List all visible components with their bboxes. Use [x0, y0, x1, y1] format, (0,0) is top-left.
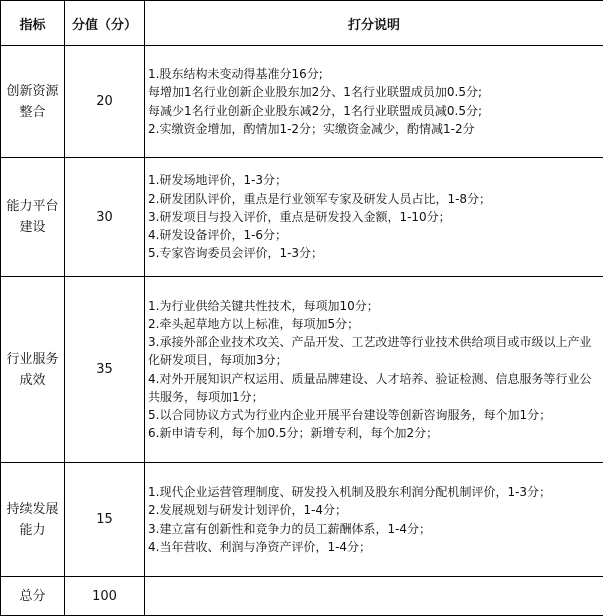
- description-line: 6.新申请专利，每个加0.5分；新增专利，每个加2分；: [148, 426, 439, 441]
- indicator-name-line: 能力平台: [6, 199, 59, 214]
- indicator-name-line: 持续发展: [6, 501, 59, 517]
- indicator-name-line: 行业服务: [6, 351, 59, 367]
- description-line: 3.建立富有创新性和竞争力的员工薪酬体系，1-4分；: [148, 521, 432, 536]
- description-line: 5.专家咨询委员会评价，1-3分；: [148, 246, 324, 261]
- description-line: 4.对外开展知识产权运用、质量品牌建设、人才培养、验证检测、信息服务等行业公共服务，每项加1分；: [148, 371, 592, 404]
- description-line: 5.以合同协议方式为行业内企业开展平台建设等创新咨询服务，每个加1分；: [148, 407, 552, 422]
- description-line: 4.当年营收、利润与净资产评价，1-4分；: [148, 539, 372, 554]
- total-row: [1, 577, 603, 616]
- header-description: 打分说明: [145, 1, 603, 46]
- description-line: 1.股东结构未变动得基准分16分;: [148, 67, 323, 82]
- description-cell: [145, 463, 603, 577]
- description-line: 1.为行业供给关键共性技术，每项加10分；: [148, 298, 379, 313]
- description-line: 2.研发团队评价，重点是行业领军专家及研发人员占比，1-8分；: [148, 191, 492, 206]
- description-line: 3.承接外部企业技术攻关、产品开发、工艺改进等行业技术供给项目或市级以上产业化研发项目，每项加3分；: [148, 335, 592, 368]
- score-cell: 30: [65, 158, 145, 277]
- description-line: 4.研发设备评价，1-6分；: [148, 228, 288, 243]
- total-description-cell: [145, 577, 603, 616]
- description-line: 1.现代企业运营管理制度、研发投入机制及股东利润分配机制评价，1-3分；: [148, 485, 552, 500]
- table-row: [1, 277, 603, 463]
- total-score: 100: [65, 577, 145, 616]
- description-line: 3.研发项目与投入评价，重点是研发投入金额，1-10分；: [148, 209, 451, 224]
- total-label: 总分: [1, 577, 65, 616]
- description-line: 2.发展规划与研发计划评价，1-4分；: [148, 503, 348, 518]
- description-line: 1.研发场地评价，1-3分；: [148, 173, 288, 188]
- description-line: 2.牵头起草地方以上标准，每项加5分；: [148, 316, 360, 331]
- indicator-cell: [1, 158, 65, 277]
- header-row: [1, 1, 603, 46]
- description-cell: [145, 277, 603, 463]
- indicator-cell: [1, 463, 65, 577]
- header-score: 分值（分）: [65, 1, 145, 46]
- table-row: [1, 158, 603, 277]
- description-cell: [145, 46, 603, 158]
- score-cell: 20: [65, 46, 145, 158]
- indicator-name-line: 建设: [19, 220, 46, 235]
- indicator-cell: [1, 277, 65, 463]
- indicator-name-line: 整合: [19, 104, 46, 120]
- table-row: [1, 46, 603, 158]
- table-row: [1, 463, 603, 577]
- indicator-name-line: 能力: [19, 522, 46, 538]
- score-cell: 35: [65, 277, 145, 463]
- description-line: 每减少1名行业创新企业股东减2分，1名行业联盟成员减0.5分;: [148, 103, 483, 118]
- indicator-cell: [1, 46, 65, 158]
- description-line: 每增加1名行业创新企业股东加2分、1名行业联盟成员加0.5分;: [148, 85, 483, 100]
- indicator-name-line: 成效: [19, 372, 46, 388]
- description-line: 2.实缴资金增加，酌情加1-2分；实缴资金减少，酌情减1-2分: [148, 121, 475, 136]
- header-indicator: 指标: [1, 1, 65, 46]
- description-cell: [145, 158, 603, 277]
- indicator-name-line: 创新资源: [6, 83, 59, 99]
- score-cell: 15: [65, 463, 145, 577]
